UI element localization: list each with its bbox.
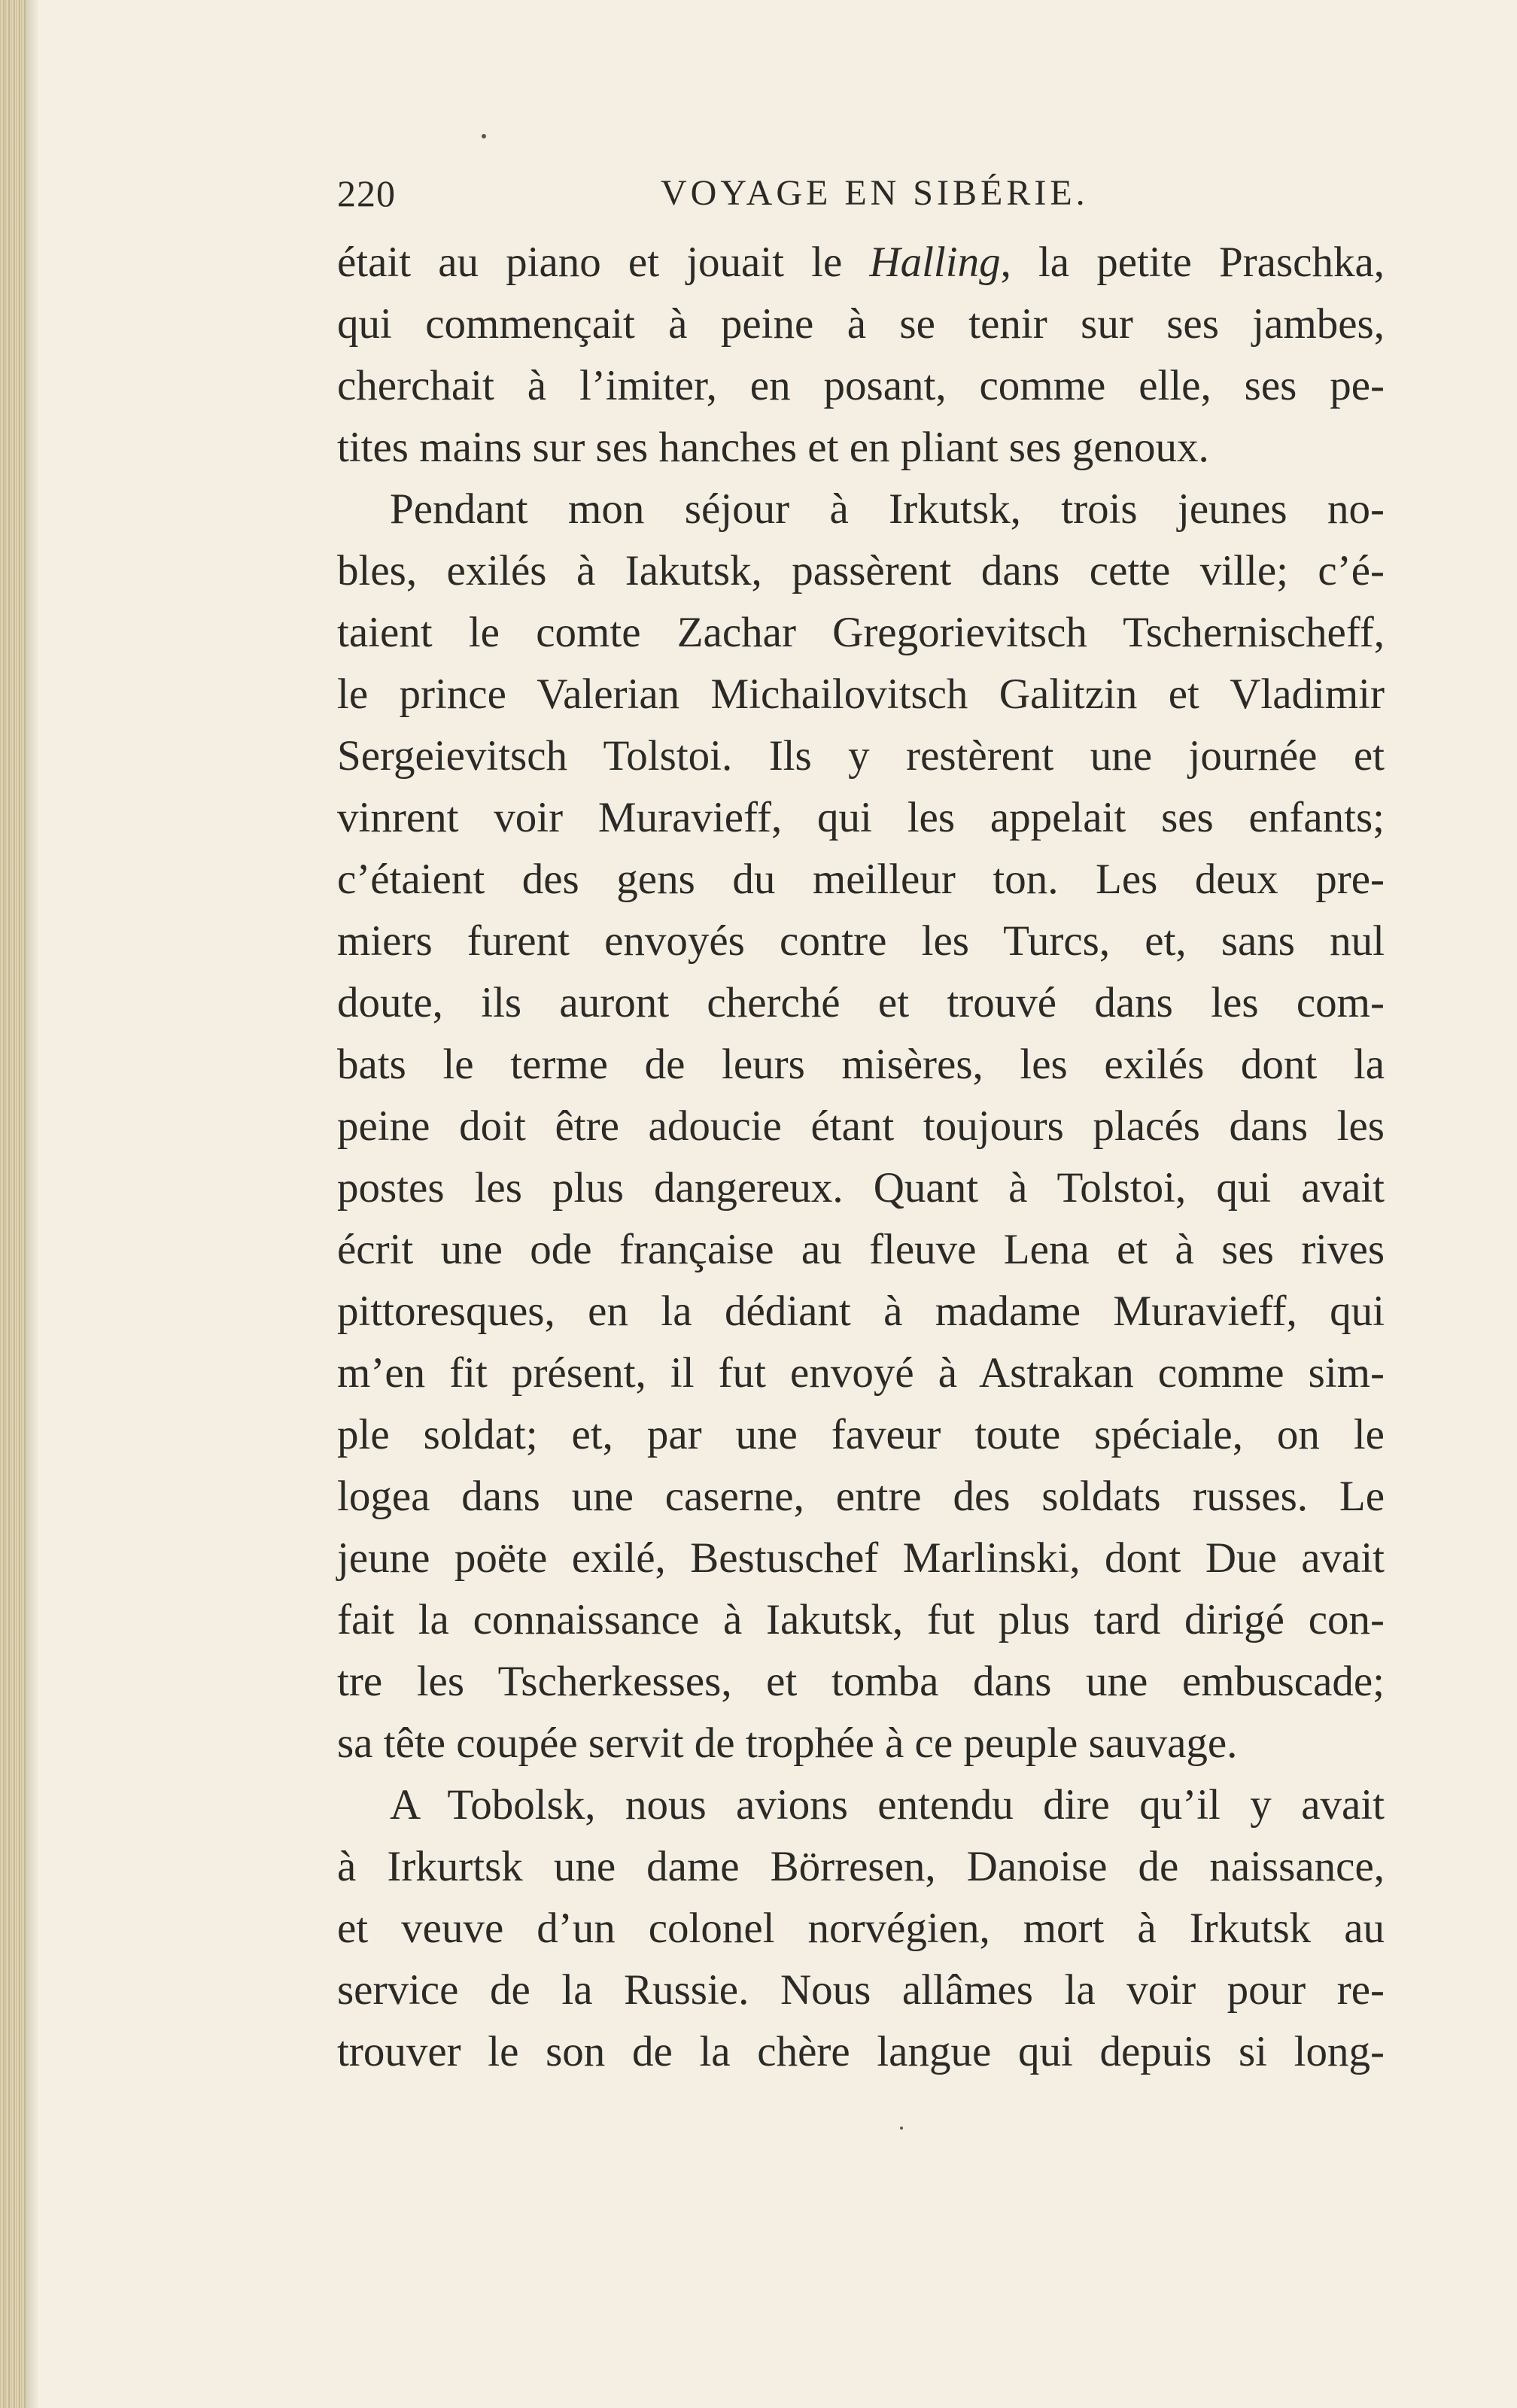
text-line: taient le comte Zachar Gregorievitsch Tschernischeff, xyxy=(337,609,1385,656)
text-line: Pendant mon séjour à Irkutsk, trois jeunes no- xyxy=(390,485,1385,533)
text-line: tites mains sur ses hanches et en pliant ses genoux. xyxy=(337,424,1209,471)
text-line: jeune poëte exilé, Bestuschef Marlinski, dont Due avait xyxy=(337,1534,1385,1582)
print-speck xyxy=(900,2127,903,2130)
text-line: et veuve d’un colonel norvégien, mort à Irkutsk au xyxy=(337,1905,1385,1952)
text-line: peine doit être adoucie étant toujours placés dans les xyxy=(337,1102,1385,1150)
text-line: le prince Valerian Michailovitsch Galitzin et Vladimir xyxy=(337,670,1385,718)
text-line: qui commençait à peine à se tenir sur ses jambes, xyxy=(337,300,1385,348)
text-line: postes les plus dangereux. Quant à Tolstoi, qui avait xyxy=(337,1164,1385,1212)
text-line xyxy=(337,232,1385,293)
text-line: fait la connaissance à Iakutsk, fut plus tard dirigé con- xyxy=(337,1596,1385,1643)
text-line: Sergeievitsch Tolstoi. Ils y restèrent une journée et xyxy=(337,732,1385,780)
text-line: cherchait à l’imiter, en posant, comme elle, ses pe- xyxy=(337,362,1385,409)
text-line: tre les Tscherkesses, et tomba dans une embuscade; xyxy=(337,1658,1385,1705)
text-run: était au piano et jouait le xyxy=(337,239,870,286)
italic-term: Halling xyxy=(869,239,1001,286)
text-line: A Tobolsk, nous avions entendu dire qu’il y avait xyxy=(390,1781,1385,1829)
text-line: logea dans une caserne, entre des soldats russes. Le xyxy=(337,1473,1385,1520)
header-title: VOYAGE EN SIBÉRIE. xyxy=(661,173,1089,213)
page-edge xyxy=(0,0,26,2408)
text-line: trouver le son de la chère langue qui depuis si long- xyxy=(337,2028,1385,2075)
page-number: 220 xyxy=(337,172,396,214)
text-line: vinrent voir Muravieff, qui les appelait ses enfants; xyxy=(337,794,1385,841)
print-speck xyxy=(482,134,486,138)
text-line: service de la Russie. Nous allâmes la voir pour re- xyxy=(337,1966,1385,2014)
page-edge-shadow xyxy=(26,0,39,2408)
text-line: à Irkurtsk une dame Börresen, Danoise de naissance, xyxy=(337,1843,1385,1890)
text-line: écrit une ode française au fleuve Lena et à ses rives xyxy=(337,1226,1385,1273)
text-run: , la petite Praschka, xyxy=(1000,239,1385,286)
text-line: sa tête coupée servit de trophée à ce peuple sauvage. xyxy=(337,1719,1238,1767)
text-line: m’en fit présent, il fut envoyé à Astrakan comme sim- xyxy=(337,1349,1385,1397)
running-head xyxy=(337,167,1385,220)
text-line: doute, ils auront cherché et trouvé dans les com- xyxy=(337,979,1385,1026)
text-line: miers furent envoyés contre les Turcs, et, sans nul xyxy=(337,917,1385,965)
text-line: bles, exilés à Iakutsk, passèrent dans cette ville; c’é- xyxy=(337,547,1385,594)
text-line: bats le terme de leurs misères, les exilés dont la xyxy=(337,1041,1385,1088)
text-line: pittoresques, en la dédiant à madame Muravieff, qui xyxy=(337,1288,1385,1335)
body-text xyxy=(337,232,1385,2083)
text-line: c’étaient des gens du meilleur ton. Les deux pre- xyxy=(337,856,1385,903)
text-line: ple soldat; et, par une faveur toute spéciale, on le xyxy=(337,1411,1385,1458)
